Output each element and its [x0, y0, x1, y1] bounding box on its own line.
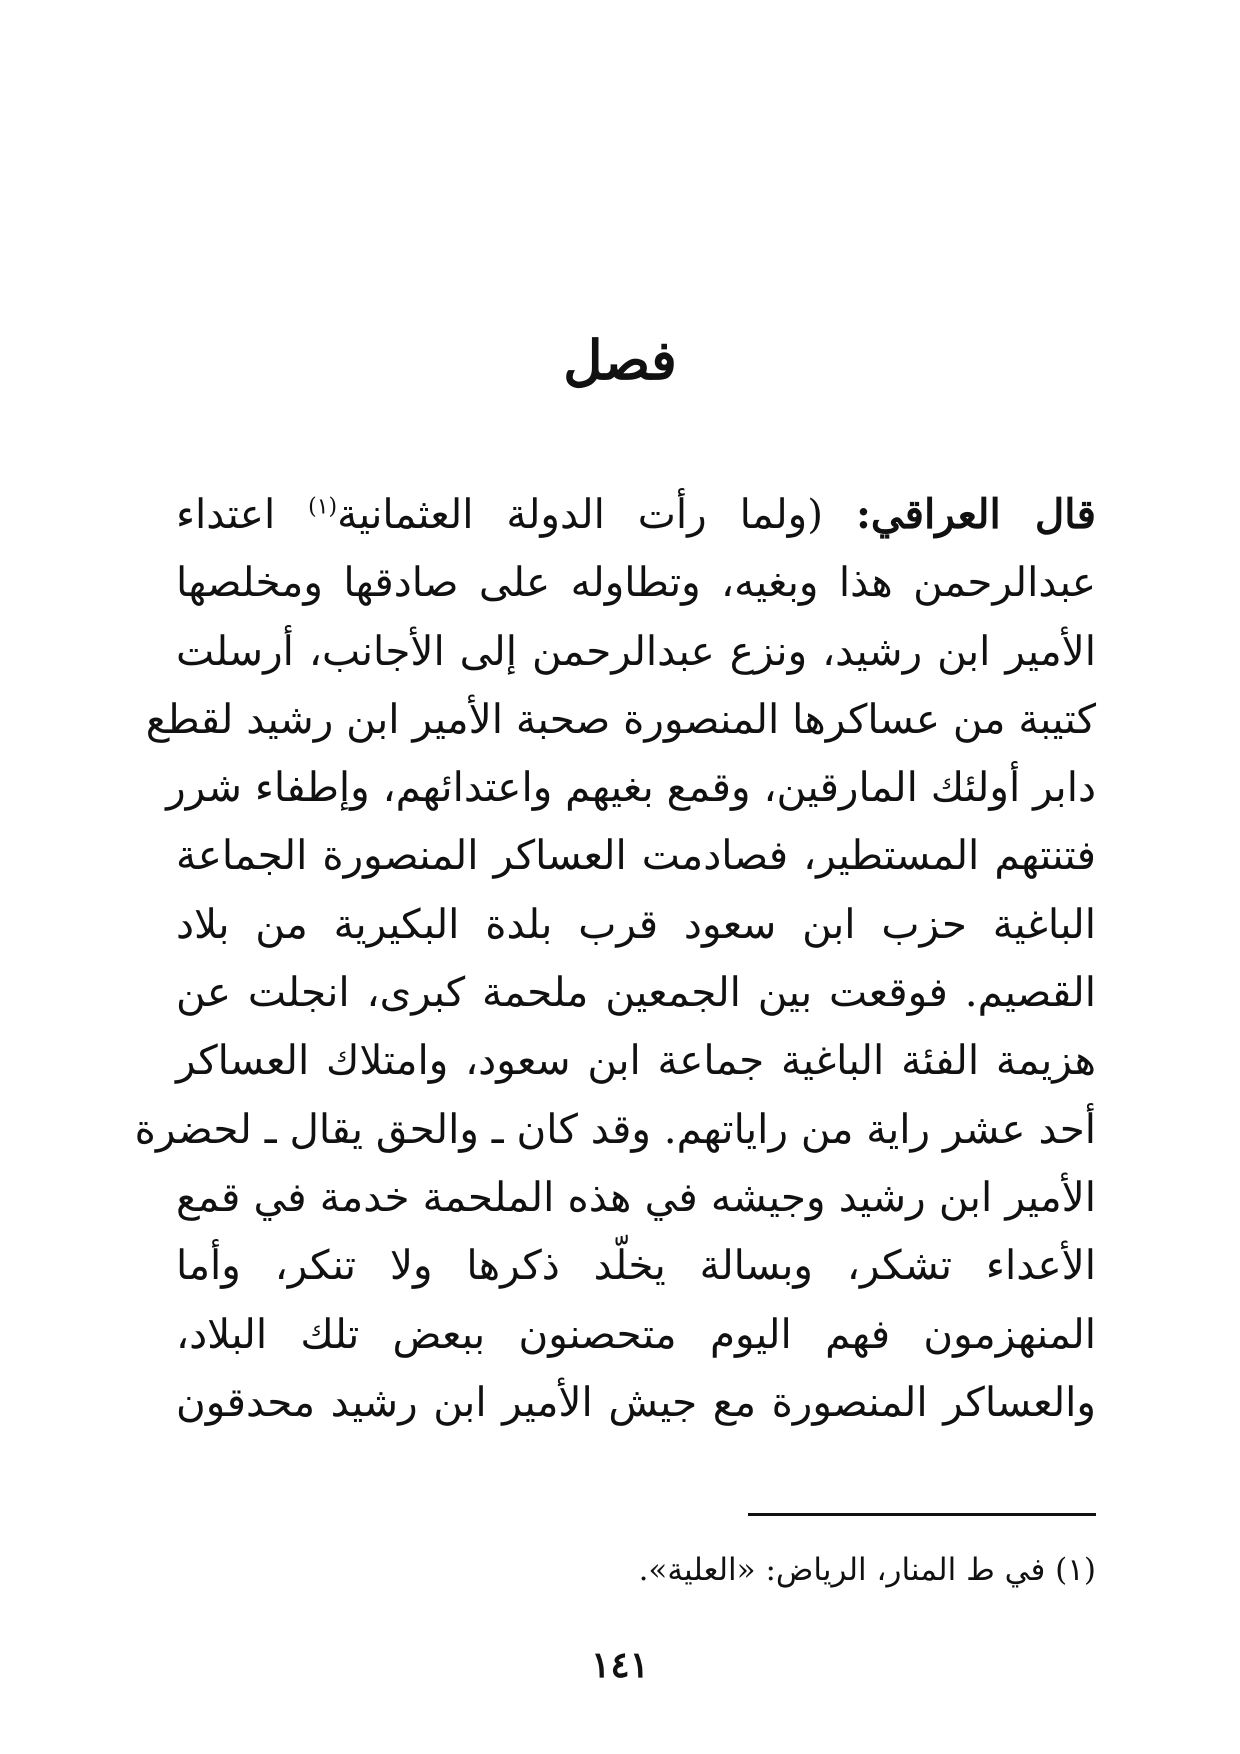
- footnote: (١) في ط المنار، الرياض: «العلية».: [638, 1552, 1096, 1588]
- body-text: [134, 480, 1097, 1436]
- text-line-14: والعساكر المنصورة مع جيش الأمير ابن رشيد محدقون: [176, 1377, 1096, 1426]
- footnote-divider: [748, 1513, 1096, 1516]
- text-line-3: الأمير ابن رشيد، ونزع عبدالرحمن إلى الأجانب، أرسلت: [176, 626, 1096, 675]
- text-line-4: كتيبة من عساكرها المنصورة صحبة الأمير ابن رشيد لقطع: [145, 694, 1096, 743]
- section-heading: فصل: [563, 328, 677, 392]
- text-line-5: دابر أولئك المارقين، وقمع بغيهم واعتدائهم، وإطفاء شرر: [166, 763, 1096, 812]
- text-line-1: [176, 480, 1096, 548]
- text-line-7: الباغية حزب ابن سعود قرب بلدة البكيرية من بلاد: [176, 899, 1096, 948]
- text-line-11: الأمير ابن رشيد وجيشه في هذه الملحمة خدمة في قمع: [176, 1172, 1096, 1221]
- text-line-9: هزيمة الفئة الباغية جماعة ابن سعود، وامتلاك العساكر: [176, 1036, 1096, 1085]
- text-line-8: القصيم. فوقعت بين الجمعين ملحمة كبرى، انجلت عن: [176, 968, 1096, 1017]
- text-line-12: الأعداء تشكر، وبسالة يخلّد ذكرها ولا تنكر، وأما: [176, 1241, 1096, 1290]
- footnote-reference: (١): [308, 494, 338, 520]
- line-1-end: اعتداء: [176, 490, 276, 538]
- text-line-6: فتنتهم المستطير، فصادمت العساكر المنصورة الجماعة: [176, 831, 1096, 880]
- text-line-10: أحد عشر راية من راياتهم. وقد كان ـ والحق يقال ـ لحضرة: [134, 1104, 1096, 1153]
- quote-start: (ولما رأت الدولة العثمانية: [337, 490, 824, 538]
- text-line-2: عبدالرحمن هذا وبغيه، وتطاوله على صادقها ومخلصها: [176, 558, 1096, 607]
- text-line-13: المنهزمون فهم اليوم متحصنون ببعض تلك البلاد،: [176, 1309, 1096, 1358]
- speaker-name: قال العراقي:: [855, 490, 1097, 538]
- page-number: ١٤١: [590, 1644, 649, 1686]
